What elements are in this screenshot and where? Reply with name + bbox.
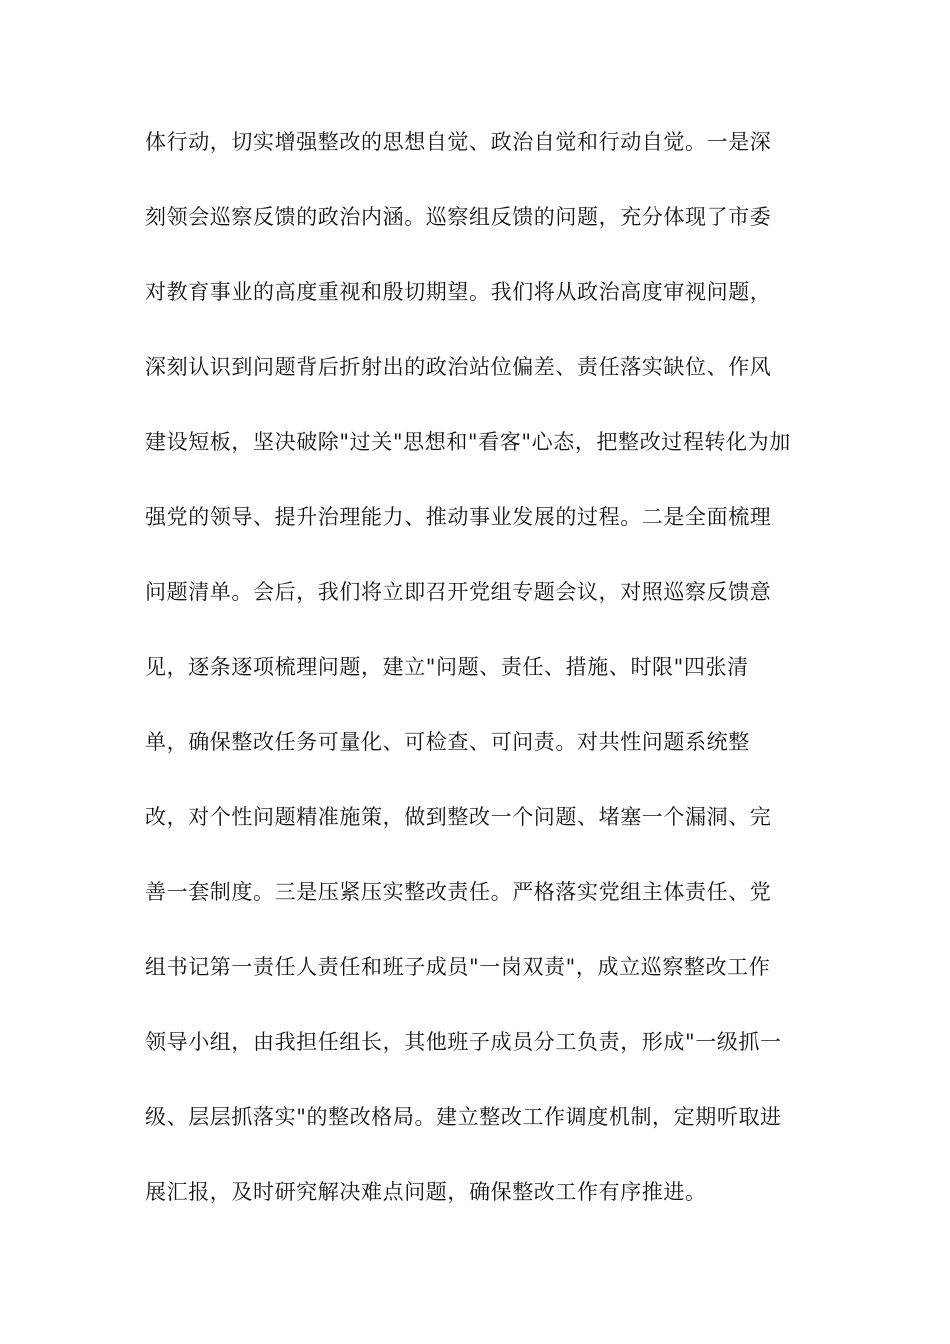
body-text [145, 118, 815, 1243]
text-line-14: 级、层层抓落实"的整改格局。建立整改工作调度机制，定期听取进 [145, 1105, 782, 1129]
text-line-3: 对教育事业的高度重视和殷切期望。我们将从政治高度审视问题， [145, 280, 772, 304]
text-line-7: 问题清单。会后，我们将立即召开党组专题会议，对照巡察反馈意 [145, 580, 772, 604]
text-line-6: 强党的领导、提升治理能力、推动事业发展的过程。二是全面梳理 [145, 505, 772, 529]
text-line-2: 刻领会巡察反馈的政治内涵。巡察组反馈的问题，充分体现了市委 [145, 205, 772, 229]
text-line-12: 组书记第一责任人责任和班子成员"一岗双责"，成立巡察整改工作 [145, 955, 771, 979]
text-line-11: 善一套制度。三是压紧压实整改责任。严格落实党组主体责任、党 [145, 880, 772, 904]
text-line-15: 展汇报，及时研究解决难点问题，确保整改工作有序推进。 [145, 1180, 707, 1204]
text-line-8: 见，逐条逐项梳理问题，建立"问题、责任、措施、时限"四张清 [145, 655, 749, 679]
text-line-1: 体行动，切实增强整改的思想自觉、政治自觉和行动自觉。一是深 [145, 130, 772, 154]
text-line-13: 领导小组，由我担任组长，其他班子成员分工负责，形成"一级抓一 [145, 1030, 782, 1054]
text-line-4: 深刻认识到问题背后折射出的政治站位偏差、责任落实缺位、作风 [145, 355, 772, 379]
text-line-5: 建设短板，坚决破除"过关"思想和"看客"心态，把整改过程转化为加 [145, 430, 791, 454]
text-line-9: 单，确保整改任务可量化、可检查、可问责。对共性问题系统整 [145, 730, 750, 754]
text-line-10: 改，对个性问题精准施策，做到整改一个问题、堵塞一个漏洞、完 [145, 805, 772, 829]
